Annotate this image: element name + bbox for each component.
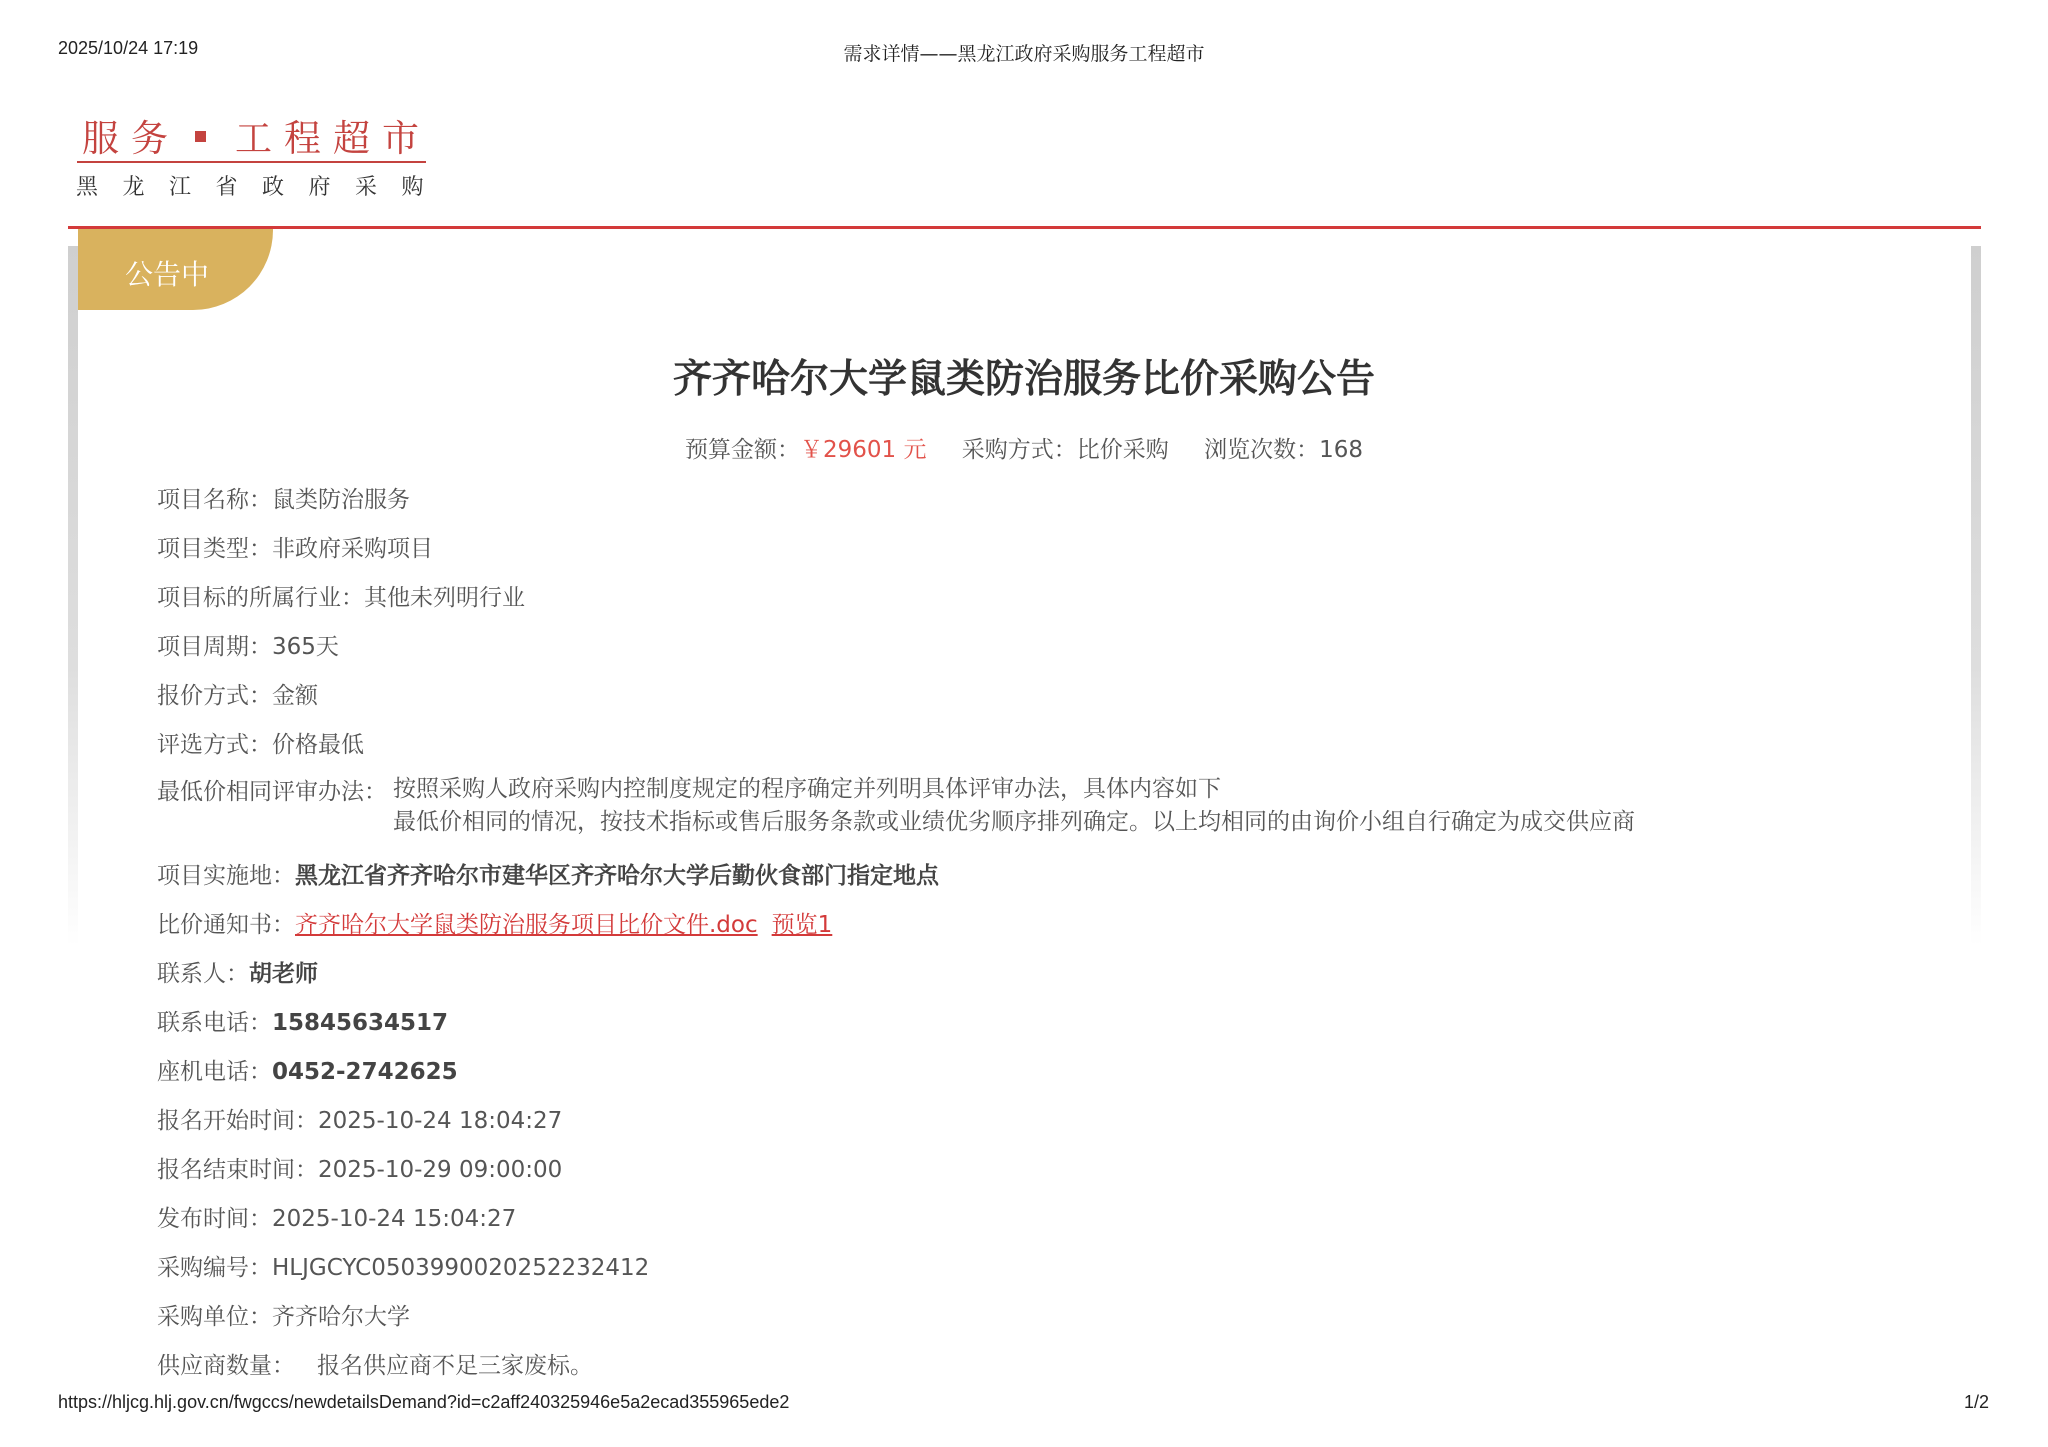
- field-value: 其他未列明行业: [364, 585, 525, 611]
- field-label: 报名结束时间：: [157, 1157, 318, 1183]
- field-reg-start: [157, 1102, 562, 1135]
- field-landline: [157, 1053, 458, 1086]
- view-count-label: 浏览次数：: [1204, 437, 1320, 463]
- field-quote-method: [157, 677, 318, 710]
- logo-divider: [77, 161, 426, 163]
- field-value: 价格最低: [272, 732, 364, 758]
- field-location: [157, 857, 939, 890]
- field-value: 齐齐哈尔大学: [272, 1304, 410, 1330]
- purchase-method: [962, 437, 1169, 463]
- field-value: 0452-2742625: [272, 1059, 458, 1085]
- field-label: 联系电话：: [157, 1010, 272, 1036]
- logo-subtitle-char: 政: [262, 175, 285, 200]
- field-label: 采购单位：: [157, 1304, 272, 1330]
- print-footer-url: https://hljcg.hlj.gov.cn/fwgccs/newdetailsDemand?id=c2aff240325946e5a2ecad355965ede2: [58, 1392, 790, 1412]
- purchase-method-label: 采购方式：: [961, 437, 1077, 463]
- field-project-type: [157, 530, 433, 563]
- field-value: [393, 773, 1635, 839]
- budget: [685, 437, 926, 463]
- preview-link[interactable]: 预览1: [771, 912, 833, 938]
- logo-dot: [195, 131, 206, 142]
- status-badge: [78, 229, 273, 310]
- field-publish-time: [157, 1200, 516, 1233]
- field-label: 报名开始时间：: [157, 1108, 318, 1134]
- print-footer-page: 1/2: [1964, 1392, 1990, 1412]
- field-purchaser: [157, 1298, 410, 1331]
- field-label: 联系人：: [157, 961, 249, 987]
- field-label: 项目周期：: [157, 634, 272, 660]
- field-value: 报名供应商不足三家废标。: [317, 1353, 593, 1379]
- field-value: 15845634517: [272, 1010, 449, 1036]
- logo-subtitle: [76, 170, 448, 201]
- field-period: [157, 628, 339, 661]
- field-value: 2025-10-29 09:00:00: [318, 1157, 563, 1183]
- logo-subtitle-char: 江: [169, 175, 192, 200]
- logo-subtitle-char: 采: [355, 175, 378, 200]
- field-label: 比价通知书：: [157, 912, 295, 938]
- field-industry: [157, 579, 525, 612]
- field-value: 非政府采购项目: [272, 536, 433, 562]
- view-count: [1204, 437, 1363, 463]
- notice-doc-link[interactable]: 齐齐哈尔大学鼠类防治服务项目比价文件.doc: [295, 912, 758, 938]
- field-label: 评选方式：: [157, 732, 272, 758]
- print-header-title: 需求详情——黑龙江政府采购服务工程超市: [843, 43, 1205, 65]
- field-label: 座机电话：: [157, 1059, 272, 1085]
- field-value: 胡老师: [249, 961, 318, 987]
- field-label: 采购编号：: [157, 1255, 272, 1281]
- logo-char: 工: [235, 117, 272, 160]
- field-value: 鼠类防治服务: [272, 487, 410, 513]
- status-badge-label: 公告中: [125, 258, 210, 291]
- logo-char: 超: [333, 117, 370, 160]
- logo-subtitle-char: 省: [215, 175, 238, 200]
- field-label: 发布时间：: [157, 1206, 272, 1232]
- field-project-name: [157, 481, 410, 514]
- purchase-method-value: 比价采购: [1076, 437, 1169, 463]
- field-label: 报价方式：: [157, 683, 272, 709]
- field-supplier-count: [157, 1347, 593, 1380]
- field-value: 金额: [272, 683, 318, 709]
- field-label: 项目名称：: [157, 487, 272, 513]
- field-reg-end: [157, 1151, 562, 1184]
- field-purchase-no: [157, 1249, 649, 1282]
- logo-title: [76, 108, 425, 162]
- budget-value: ￥29601 元: [799, 437, 927, 463]
- print-header-datetime: 2025/10/24 17:19: [58, 38, 199, 58]
- logo-char: 程: [284, 117, 321, 160]
- logo-char: 市: [382, 117, 419, 160]
- field-label: 最低价相同评审办法：: [157, 779, 387, 805]
- summary-meta: [0, 431, 2048, 464]
- field-notice-doc: [157, 906, 832, 939]
- field-value: 黑龙江省齐齐哈尔市建华区齐齐哈尔大学后勤伙食部门指定地点: [295, 863, 939, 889]
- logo-char: 务: [131, 117, 168, 160]
- field-label: 项目标的所属行业：: [157, 585, 364, 611]
- field-label: 项目类型：: [157, 536, 272, 562]
- field-value: 2025-10-24 18:04:27: [318, 1108, 563, 1134]
- logo-subtitle-char: 黑: [76, 175, 99, 200]
- view-count-value: 168: [1319, 437, 1363, 463]
- field-value: HLJGCYC0503990020252232412: [272, 1255, 650, 1281]
- field-selection-method: [157, 726, 364, 759]
- budget-label: 预算金额：: [684, 437, 800, 463]
- page-title: 齐齐哈尔大学鼠类防治服务比价采购公告: [672, 357, 1375, 402]
- tie-rule-line: 按照采购人政府采购内控制度规定的程序确定并列明具体评审办法，具体内容如下: [393, 776, 1221, 802]
- field-contact: [157, 955, 318, 988]
- logo-char: 服: [82, 117, 119, 160]
- field-label: 供应商数量：: [157, 1353, 295, 1379]
- field-phone: [157, 1004, 448, 1037]
- field-value: 365天: [272, 634, 339, 660]
- field-value: 2025-10-24 15:04:27: [272, 1206, 517, 1232]
- field-label: 项目实施地：: [157, 863, 295, 889]
- tie-rule-line: 最低价相同的情况，按技术指标或售后服务条款或业绩优劣顺序排列确定。以上均相同的由询价小组自行确定为成交供应商: [393, 809, 1635, 835]
- logo-subtitle-char: 购: [401, 175, 424, 200]
- logo-subtitle-char: 龙: [122, 175, 145, 200]
- header-divider: [68, 226, 1981, 229]
- logo-subtitle-char: 府: [308, 175, 331, 200]
